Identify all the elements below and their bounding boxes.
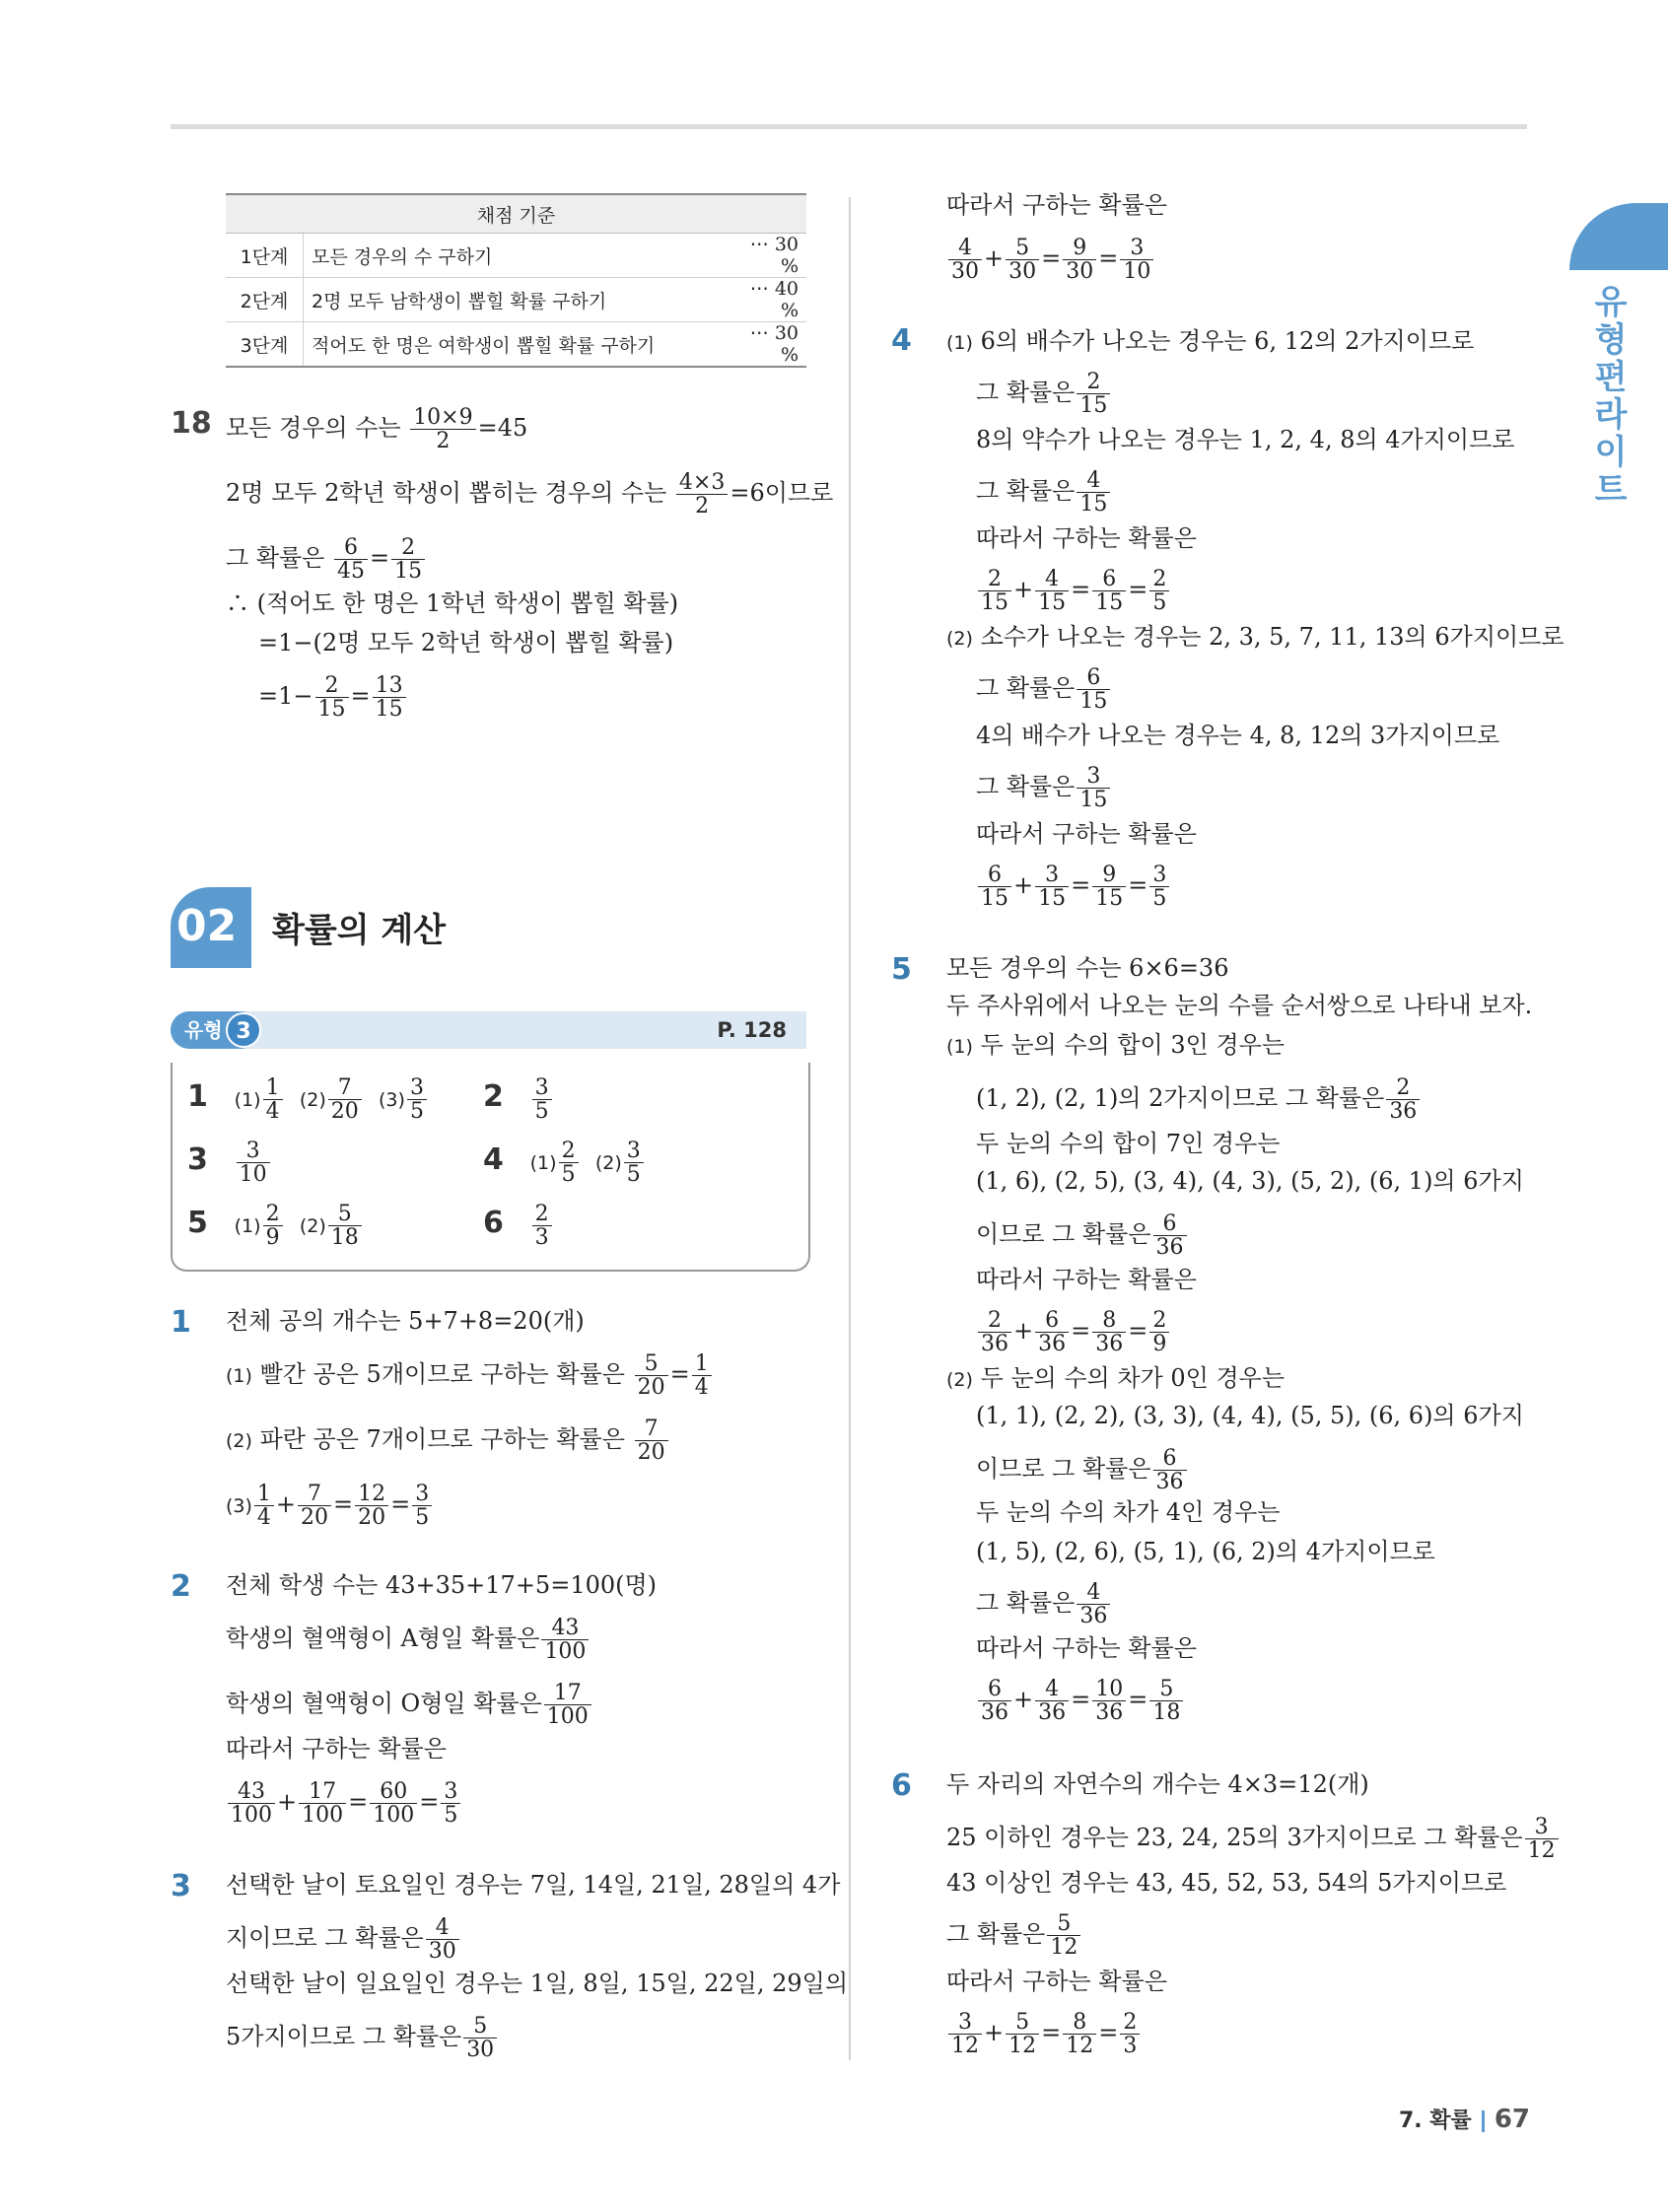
solution-line: 따라서 구하는 확률은 (946, 191, 1167, 219)
fraction: $\frac{2}{9}$ (1149, 1309, 1169, 1355)
solution-line: 43 이상인 경우는 43, 45, 52, 53, 54의 5가지이므로 (946, 1869, 1507, 1897)
fraction: $\frac{2}{15}$ (391, 536, 425, 583)
problem-number: 6 (891, 1768, 912, 1803)
solution-line: 4의 배수가 나오는 경우는 4, 8, 12의 3가지이므로 (976, 722, 1500, 749)
fraction: $\frac{3}{5}$ (441, 1780, 460, 1827)
problem-number: 4 (891, 323, 912, 358)
fraction: $\frac{2}{36}$ (978, 1309, 1011, 1355)
fraction: $\frac{43}{100}$ (228, 1780, 275, 1827)
fraction: $\frac{6}{36}$ (1153, 1212, 1187, 1259)
solution-line: 선택한 날이 토요일인 경우는 7일, 14일, 21일, 28일의 4가 (226, 1871, 841, 1899)
fraction: $\frac{3}{5}$ (1149, 864, 1169, 910)
fraction: $\frac{6}{15}$ (1092, 568, 1126, 614)
problem-number: 1 (171, 1305, 191, 1340)
fraction: $\frac{4}{36}$ (1035, 1678, 1069, 1724)
fraction: $\frac{7}{20}$ (298, 1483, 331, 1529)
fraction: $\frac{1}{4}$ (263, 1076, 283, 1123)
fraction: $\frac{4}{30}$ (426, 1916, 459, 1963)
fraction: $\frac{3}{15}$ (1035, 864, 1069, 910)
solution-line: (1, 5), (2, 6), (5, 1), (6, 2)의 4가지이므로 (976, 1538, 1435, 1565)
fraction: $\frac{17}{100}$ (299, 1780, 346, 1827)
solution-line: 그 확률은 $\frac{6}{45}$ = $\frac{2}{15}$ (226, 536, 427, 583)
fraction: $\frac{3}{5}$ (412, 1483, 432, 1529)
fraction: $\frac{5}{20}$ (635, 1352, 668, 1399)
fraction: $\frac{2}{36}$ (1386, 1076, 1420, 1123)
solution-line: 전체 학생 수는 43+35+17+5=100(명) (226, 1571, 658, 1599)
type-page-ref: P. 128 (717, 1018, 787, 1042)
fraction: $\frac{6}{15}$ (978, 864, 1011, 910)
fraction: $\frac{3}{12}$ (948, 2011, 982, 2057)
column-divider (849, 197, 851, 2060)
fraction: $\frac{8}{12}$ (1063, 2011, 1096, 2057)
fraction: $\frac{7}{20}$ (328, 1076, 362, 1123)
solution-line: (1, 1), (2, 2), (3, 3), (4, 4), (5, 5), (6, 6)의 6가지 (976, 1402, 1524, 1429)
solution-line: 따라서 구하는 확률은 (226, 1735, 447, 1763)
fraction: $\frac{2}{15}$ (978, 568, 1011, 614)
fraction: $\frac{3}{5}$ (532, 1076, 552, 1123)
grading-pct: ⋯ 40 % (722, 278, 806, 322)
fraction: $\frac{5}{12}$ (1006, 2011, 1039, 2057)
fraction: $\frac{5}{18}$ (1149, 1678, 1183, 1724)
fraction: $\frac{9}{15}$ (1092, 864, 1126, 910)
solution-line: 이므로 그 확률은 $\frac{6}{36}$ (976, 1212, 1189, 1259)
section-number: 02 (176, 901, 238, 951)
solution-line: 두 눈의 수의 차가 4인 경우는 (976, 1498, 1281, 1526)
solution-line: =1− $\frac{2}{15}$ = $\frac{13}{15}$ (258, 674, 408, 721)
table-row (226, 278, 806, 322)
fraction: $\frac{43}{100}$ (541, 1617, 589, 1663)
fraction: $\frac{3}{15}$ (1077, 765, 1110, 811)
solution-line: $\frac{43}{100}$ + $\frac{17}{100}$ = $\frac{60}{100}$ = $\frac{3}{5}$ (226, 1780, 462, 1827)
fraction: $\frac{3}{10}$ (237, 1140, 270, 1186)
footer-separator (1482, 2110, 1485, 2132)
solution-line: 두 눈의 수의 합이 7인 경우는 (976, 1130, 1281, 1157)
fraction: $\frac{10\times 9}{2}$ (410, 406, 475, 452)
fraction: $\frac{7}{20}$ (635, 1417, 668, 1464)
solution-line: 따라서 구하는 확률은 (976, 524, 1197, 552)
fraction: $\frac{3}{12}$ (1525, 1816, 1559, 1862)
answer-item: 3 $\frac{3}{10}$ (187, 1140, 272, 1186)
fraction: $\frac{2}{5}$ (559, 1140, 579, 1186)
fraction: $\frac{6}{36}$ (1035, 1309, 1069, 1355)
solution-line: (1, 2), (2, 1)의 2가지이므로 그 확률은 $\frac{2}{36}$ (976, 1076, 1422, 1123)
fraction: $\frac{6}{45}$ (334, 536, 368, 583)
answer-item: 5 (1) $\frac{2}{9}$ (2) $\frac{5}{18}$ (187, 1203, 364, 1249)
solution-line: 5가지이므로 그 확률은 $\frac{5}{30}$ (226, 2015, 499, 2061)
solution-line: 그 확률은 $\frac{4}{36}$ (976, 1581, 1112, 1627)
solution-line: (2) 파란 공은 7개이므로 구하는 확률은 $\frac{7}{20}$ (226, 1417, 670, 1464)
solution-line: 이므로 그 확률은 $\frac{6}{36}$ (976, 1447, 1189, 1493)
fraction: $\frac{6}{36}$ (1153, 1447, 1187, 1493)
fraction: $\frac{6}{15}$ (1077, 666, 1110, 713)
solution-line: 학생의 혈액형이 O형일 확률은 $\frac{17}{100}$ (226, 1682, 593, 1728)
fraction: $\frac{5}{18}$ (328, 1203, 362, 1249)
grading-header: 채점 기준 (226, 194, 806, 234)
solution-line: (2) 두 눈의 수의 차가 0인 경우는 (946, 1364, 1285, 1392)
problem-number: 18 (171, 406, 212, 441)
solution-line: $\frac{6}{36}$ + $\frac{4}{36}$ = $\frac{10}{36}$ = $\frac{5}{18}$ (976, 1678, 1185, 1724)
type-bar (171, 1011, 806, 1049)
fraction: $\frac{60}{100}$ (370, 1780, 417, 1827)
solution-line: (1, 6), (2, 5), (3, 4), (4, 3), (5, 2), (6, 1)의 6가지 (976, 1167, 1524, 1195)
solution-line: 전체 공의 개수는 5+7+8=20(개) (226, 1307, 585, 1335)
answer-item: 2 $\frac{3}{5}$ (483, 1076, 554, 1123)
solution-line: 8의 약수가 나오는 경우는 1, 2, 4, 8의 4가지이므로 (976, 426, 1515, 453)
fraction: $\frac{4\times 3}{2}$ (676, 471, 728, 518)
grading-pct: ⋯ 30 % (722, 234, 806, 278)
solution-line: 2명 모두 2학년 학생이 뽑히는 경우의 수는 $\frac{4\times 3}{2}$ =6이므로 (226, 470, 834, 519)
fraction: $\frac{10}{36}$ (1092, 1678, 1126, 1724)
solution-line: (3) $\frac{1}{4}$ + $\frac{7}{20}$ = $\frac{12}{20}$ = $\frac{3}{5}$ (226, 1483, 434, 1529)
fraction: $\frac{4}{36}$ (1077, 1581, 1110, 1627)
solution-line: 선택한 날이 일요일인 경우는 1일, 8일, 15일, 22일, 29일의 (226, 1970, 849, 1997)
section-title: 확률의 계산 (272, 911, 447, 950)
solution-line: 두 주사위에서 나오는 눈의 수를 순서쌍으로 나타내 보자. (946, 992, 1533, 1019)
side-tab (1565, 197, 1668, 522)
fraction: $\frac{5}{12}$ (1047, 1912, 1080, 1959)
answer-item: 6 $\frac{2}{3}$ (483, 1203, 554, 1249)
grading-desc: 2명 모두 남학생이 뽑힐 확률 구하기 (304, 278, 723, 322)
grading-step: 2단계 (226, 278, 304, 322)
grading-step: 3단계 (226, 322, 304, 368)
problem-number: 2 (171, 1569, 191, 1604)
solution-line: 모든 경우의 수는 6×6=36 (946, 954, 1229, 982)
fraction: $\frac{3}{5}$ (407, 1076, 427, 1123)
solution-line: $\frac{4}{30}$ + $\frac{5}{30}$ = $\frac{9}{30}$ = $\frac{3}{10}$ (946, 237, 1155, 283)
solution-line: (1) 빨간 공은 5개이므로 구하는 확률은 $\frac{5}{20}$ = $\frac{1}{4}$ (226, 1352, 714, 1399)
solution-line: 따라서 구하는 확률은 (976, 820, 1197, 848)
fraction: $\frac{9}{30}$ (1063, 237, 1096, 283)
solution-line: 두 자리의 자연수의 개수는 4×3=12(개) (946, 1770, 1369, 1798)
solution-line: 그 확률은 $\frac{3}{15}$ (976, 765, 1112, 811)
solution-line: $\frac{2}{15}$ + $\frac{4}{15}$ = $\frac{6}{15}$ = $\frac{2}{5}$ (976, 568, 1171, 614)
solution-line: 그 확률은 $\frac{2}{15}$ (976, 371, 1112, 417)
answer-item: 4 (1) $\frac{2}{5}$ (2) $\frac{3}{5}$ (483, 1140, 646, 1186)
fraction: $\frac{2}{5}$ (1149, 568, 1169, 614)
solution-line: $\frac{6}{15}$ + $\frac{3}{15}$ = $\frac{9}{15}$ = $\frac{3}{5}$ (976, 864, 1171, 910)
grading-desc: 적어도 한 명은 여학생이 뽑힐 확률 구하기 (304, 322, 723, 368)
side-tab-label: 유형편 라이트 (1594, 283, 1628, 510)
solution-line: 25 이하인 경우는 23, 24, 25의 3가지이므로 그 확률은 $\frac{3}{12}$ (946, 1816, 1561, 1862)
fraction: $\frac{2}{3}$ (532, 1203, 552, 1249)
solution-line: 학생의 혈액형이 A형일 확률은 $\frac{43}{100}$ (226, 1617, 591, 1663)
fraction: $\frac{5}{30}$ (463, 2015, 497, 2061)
fraction: $\frac{1}{4}$ (254, 1483, 274, 1529)
fraction: $\frac{6}{36}$ (978, 1678, 1011, 1724)
solution-line: 그 확률은 $\frac{4}{15}$ (976, 469, 1112, 516)
page-number: 67 (1494, 2105, 1530, 2134)
solution-line: $\frac{3}{12}$ + $\frac{5}{12}$ = $\frac{8}{12}$ = $\frac{2}{3}$ (946, 2011, 1142, 2057)
table-row (226, 234, 806, 278)
fraction: $\frac{13}{15}$ (373, 674, 406, 721)
fraction: $\frac{12}{20}$ (355, 1483, 388, 1529)
top-rule (171, 124, 1527, 129)
grading-desc: 모든 경우의 수 구하기 (304, 234, 723, 278)
footer-chapter: 7. 확률 (1398, 2108, 1472, 2133)
solution-line: (2) 소수가 나오는 경우는 2, 3, 5, 7, 11, 13의 6가지이므로 (946, 623, 1564, 651)
solution-line: 따라서 구하는 확률은 (976, 1634, 1197, 1662)
page-footer (1399, 2104, 1530, 2134)
solution-line: $\frac{2}{36}$ + $\frac{6}{36}$ = $\frac{8}{36}$ = $\frac{2}{9}$ (976, 1309, 1171, 1355)
fraction: $\frac{3}{10}$ (1120, 237, 1153, 283)
solution-line: 지이므로 그 확률은 $\frac{4}{30}$ (226, 1916, 461, 1963)
grading-step: 1단계 (226, 234, 304, 278)
type-label: 유형 (171, 1011, 259, 1049)
problem-number: 3 (171, 1869, 191, 1903)
section-badge (171, 887, 251, 968)
solution-line: (1) 두 눈의 수의 합이 3인 경우는 (946, 1031, 1285, 1059)
solution-line: 따라서 구하는 확률은 (946, 1968, 1167, 1995)
solution-line: 그 확률은 $\frac{5}{12}$ (946, 1912, 1082, 1959)
grading-pct: ⋯ 30 % (722, 322, 806, 368)
solution-line: 모든 경우의 수는 $\frac{10\times 9}{2}$ =45 (226, 405, 528, 454)
fraction: $\frac{2}{9}$ (263, 1203, 283, 1249)
fraction: $\frac{2}{15}$ (315, 674, 349, 721)
solution-line: (1) 6의 배수가 나오는 경우는 6, 12의 2가지이므로 (946, 327, 1475, 355)
solution-line: 그 확률은 $\frac{6}{15}$ (976, 666, 1112, 713)
fraction: $\frac{2}{3}$ (1120, 2011, 1140, 2057)
fraction: $\frac{8}{36}$ (1092, 1309, 1126, 1355)
fraction: $\frac{2}{15}$ (1077, 371, 1110, 417)
solution-line: =1−(2명 모두 2학년 학생이 뽑힐 확률) (258, 629, 674, 657)
fraction: $\frac{5}{30}$ (1006, 237, 1039, 283)
type-badge: 3 (226, 1012, 261, 1048)
grading-table (226, 193, 806, 368)
fraction: $\frac{3}{5}$ (624, 1140, 644, 1186)
fraction: $\frac{4}{15}$ (1077, 469, 1110, 516)
solution-line: 따라서 구하는 확률은 (976, 1266, 1197, 1293)
fraction: $\frac{4}{15}$ (1035, 568, 1069, 614)
answer-item: 1 (1) $\frac{1}{4}$ (2) $\frac{7}{20}$ (3) $\frac{3}{5}$ (187, 1076, 429, 1123)
fraction: $\frac{4}{30}$ (948, 237, 982, 283)
solution-line: ∴ (적어도 한 명은 1학년 학생이 뽑힐 확률) (226, 589, 679, 617)
problem-number: 5 (891, 952, 912, 987)
table-row (226, 322, 806, 368)
fraction: $\frac{1}{4}$ (692, 1352, 712, 1399)
fraction: $\frac{17}{100}$ (544, 1682, 591, 1728)
